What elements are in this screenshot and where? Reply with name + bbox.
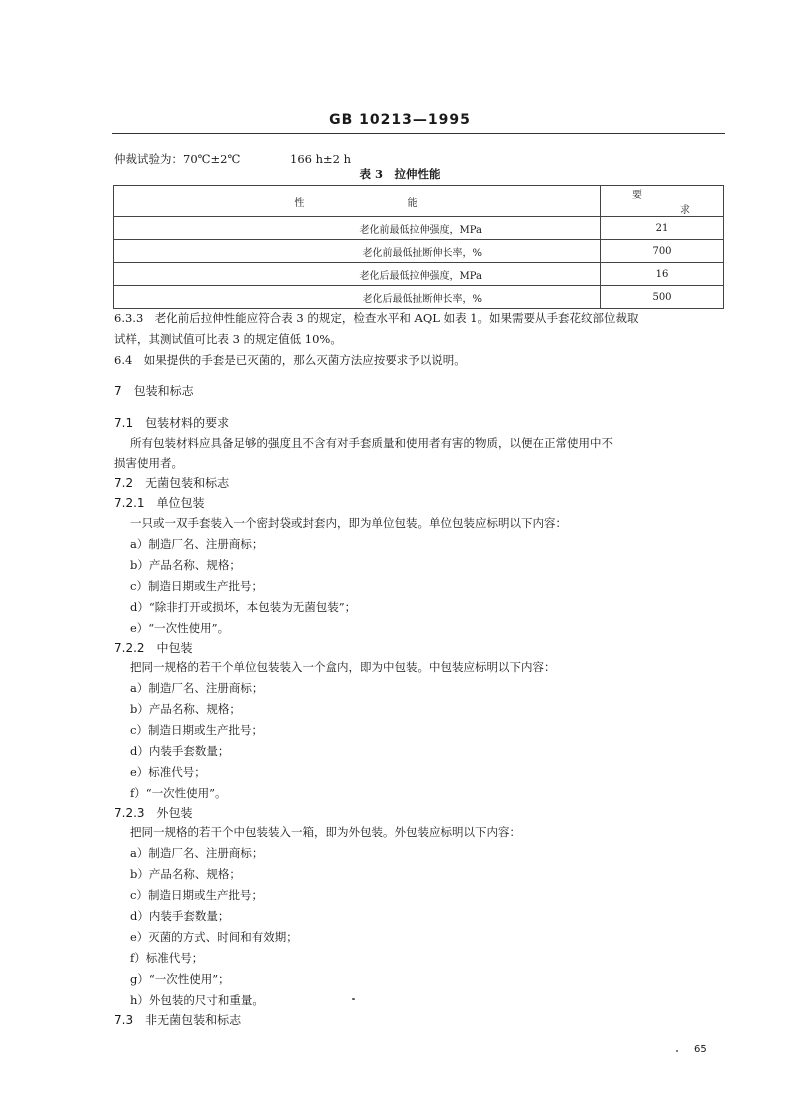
list-item: a）制造厂名、注册商标； (130, 537, 264, 551)
header-property-left: 性 (294, 197, 307, 209)
list-item: c）制造日期或生产批号； (130, 888, 263, 902)
scan-speck (352, 998, 355, 1000)
table-cell-requirement: 500 (601, 286, 724, 309)
scan-speck (676, 1050, 678, 1052)
list-item: g）“一次性使用”； (130, 972, 230, 986)
section-7-1-paragraph-line2: 损害使用者。 (114, 456, 183, 470)
section-7-2-heading: 7.2 无菌包装和标志 (114, 476, 230, 490)
list-item: e）灭菌的方式、时间和有效期； (130, 930, 298, 944)
section-7-2-1-heading: 7.2.1 单位包装 (114, 496, 205, 510)
table-cell-requirement: 700 (601, 240, 724, 263)
clause-6-3-3-line1: 6.3.3 老化前后拉伸性能应符合表 3 的规定，检查水平和 AQL 如表 1。如果需要从手套花纹部位裁取 (114, 311, 639, 325)
section-7-2-1-paragraph: 一只或一双手套装入一个密封袋或封套内，即为单位包装。单位包装应标明以下内容： (130, 516, 567, 530)
list-item: f）标准代号； (130, 951, 204, 965)
table-header-row (114, 186, 724, 217)
list-item: h）外包装的尺寸和重量。 (130, 993, 264, 1007)
header-property (114, 186, 601, 217)
arbitration-test-label: 仲裁试验为：70℃±2℃ (114, 152, 241, 166)
table-row (114, 240, 724, 263)
clause-6-4: 6.4 如果提供的手套是已灭菌的，那么灭菌方法应按要求予以说明。 (114, 353, 466, 367)
section-7-2-2-paragraph: 把同一规格的若干个单位包装装入一个盒内，即为中包装。中包装应标明以下内容： (130, 660, 556, 674)
table-caption: 表 3 拉伸性能 (359, 167, 441, 181)
section-7-2-3-paragraph: 把同一规格的若干个中包装装入一箱，即为外包装。外包装应标明以下内容： (130, 825, 521, 839)
clause-6-3-3-line2: 试样，其测试值可比表 3 的规定值低 10%。 (114, 332, 342, 346)
list-item: d）内装手套数量； (130, 744, 230, 758)
list-item: b）产品名称、规格； (130, 558, 241, 572)
list-item: b）产品名称、规格； (130, 867, 241, 881)
list-item: e）标准代号； (130, 765, 206, 779)
page-number: 65 (694, 1044, 707, 1055)
header-property-right: 能 (407, 197, 420, 209)
list-item: c）制造日期或生产批号； (130, 723, 263, 737)
list-item: d）内装手套数量； (130, 909, 230, 923)
arbitration-test-duration: 166 h±2 h (290, 152, 352, 166)
list-item: e）“一次性使用”。 (130, 621, 230, 635)
table-row (114, 217, 724, 240)
header-rule (112, 133, 725, 134)
table-cell-property: 老化后最低扯断伸长率，% (114, 286, 601, 309)
section-7-2-3-heading: 7.2.3 外包装 (114, 806, 193, 820)
list-item: f）“一次性使用”。 (130, 786, 227, 800)
table-cell-property: 老化后最低拉伸强度，MPa (114, 263, 601, 286)
table-cell-requirement: 21 (601, 217, 724, 240)
list-item: c）制造日期或生产批号； (130, 579, 263, 593)
table-cell-property: 老化前最低拉伸强度，MPa (114, 217, 601, 240)
list-item: a）制造厂名、注册商标； (130, 681, 264, 695)
section-7-1-paragraph-line1: 所有包装材料应具备足够的强度且不含有对手套质量和使用者有害的物质，以便在正常使用中不 (130, 436, 613, 450)
header-requirement (601, 186, 724, 217)
tensile-properties-table (113, 185, 724, 309)
section-7-3-heading: 7.3 非无菌包装和标志 (114, 1013, 242, 1027)
list-item: a）制造厂名、注册商标； (130, 846, 264, 860)
table-cell-requirement: 16 (601, 263, 724, 286)
section-7-heading: 7 包装和标志 (114, 384, 194, 398)
header-requirement-left: 要 (632, 190, 644, 201)
list-item: d）“除非打开或损坏，本包装为无菌包装”； (130, 600, 357, 614)
section-7-1-heading: 7.1 包装材料的要求 (114, 416, 230, 430)
table-row (114, 263, 724, 286)
standard-number-header: GB 10213—1995 (329, 112, 471, 128)
list-item: b）产品名称、规格； (130, 702, 241, 716)
table-row (114, 286, 724, 309)
header-requirement-right: 求 (680, 205, 692, 216)
section-7-2-2-heading: 7.2.2 中包装 (114, 641, 193, 655)
table-cell-property: 老化前最低扯断伸长率，% (114, 240, 601, 263)
